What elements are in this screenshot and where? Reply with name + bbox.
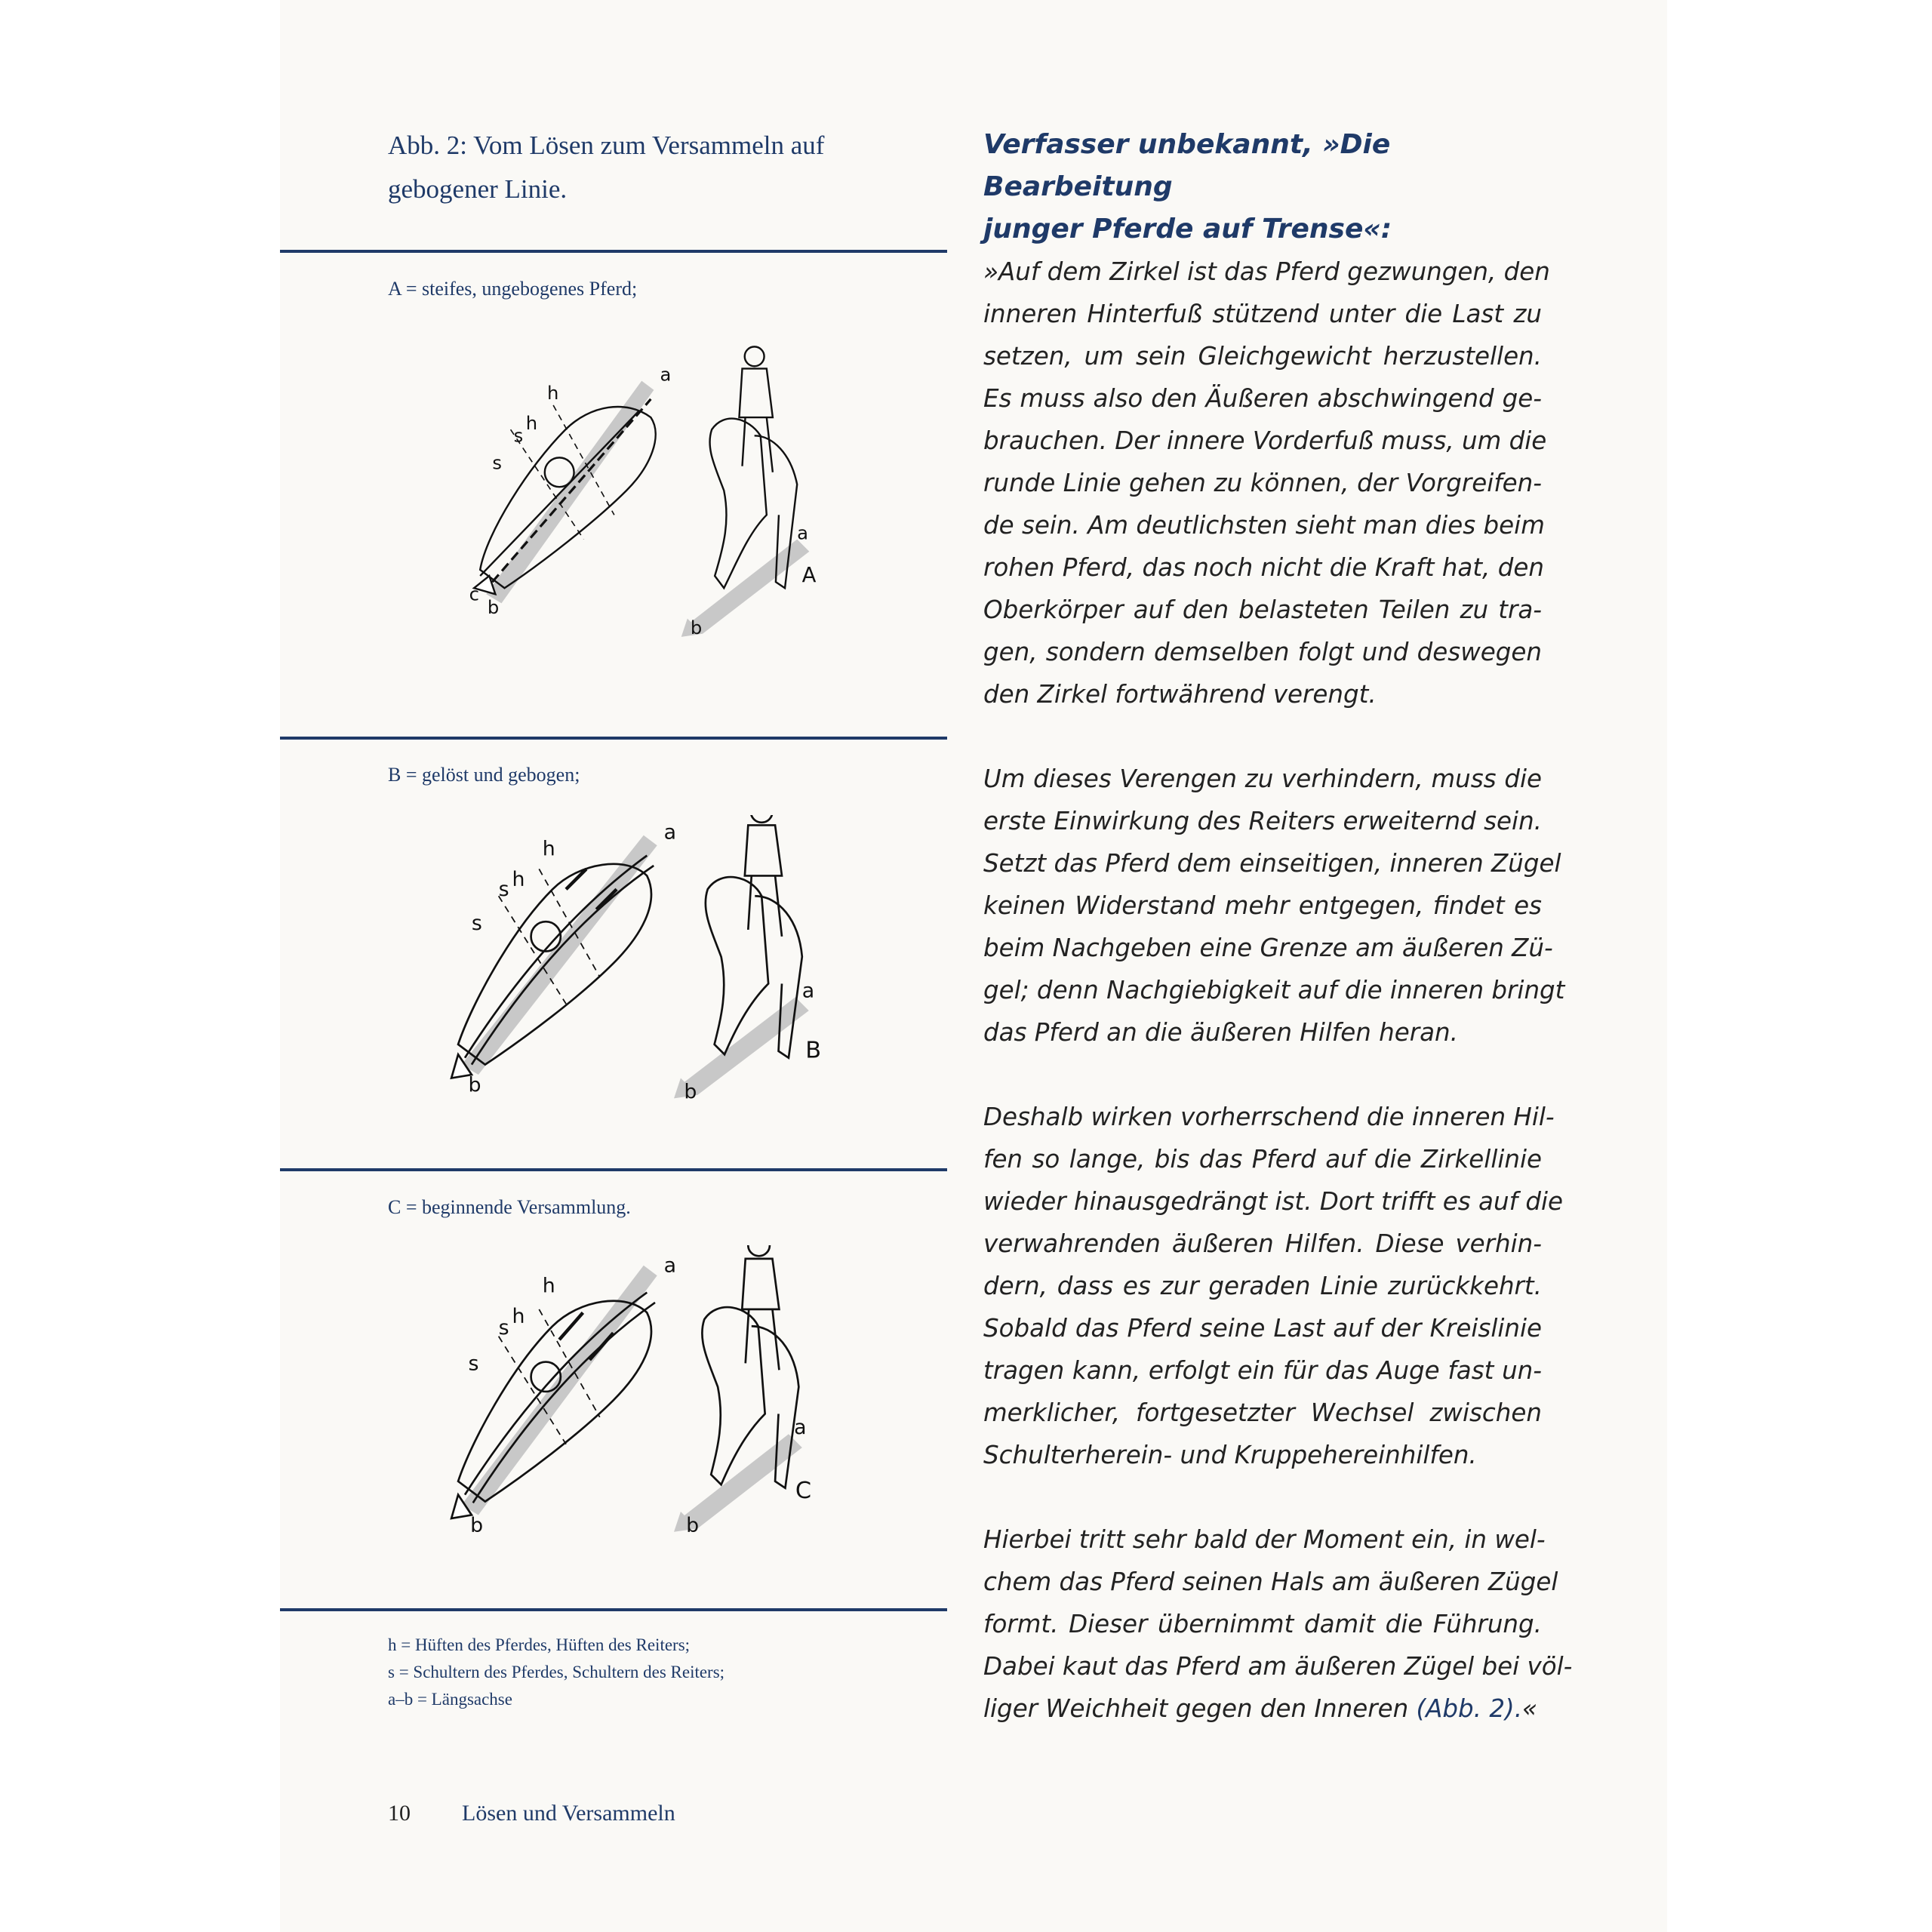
text-line: wieder hinausgedrängt ist. Dort trifft es auf die [983, 1187, 1564, 1216]
panel-letter: C [795, 1478, 812, 1505]
top-view-horse-diagram [469, 365, 672, 619]
label-c: c [469, 583, 479, 605]
text-line: verwahrenden äußeren Hilfen. Diese verhin- [983, 1229, 1542, 1258]
top-view-horse-diagram [451, 1254, 676, 1537]
label-b: b [470, 1513, 484, 1537]
rider-circle [545, 457, 574, 487]
text-line: de sein. Am deutlichsten sieht man dies beim [983, 511, 1545, 540]
rider-horse-drawing [674, 815, 821, 1103]
label-a: a [794, 1416, 807, 1440]
text-line: beim Nachgeben eine Grenze am äußeren Zü- [983, 934, 1553, 962]
rider-horse-drawing [681, 346, 817, 638]
panel-c-label: C = beginnende Versammlung. [388, 1196, 631, 1218]
panel-letter: A [801, 564, 817, 588]
label-a: a [797, 522, 809, 544]
text-line: Deshalb wirken vorherrschend die inneren Hil- [983, 1103, 1555, 1131]
legend-line: a–b = Längsachse [388, 1690, 512, 1709]
paragraph-2 [983, 758, 1565, 1054]
text-line: gen, sondern demselben folgt und deswegen [983, 638, 1542, 666]
text-line: inneren Hinterfuß stützend unter die Last zu [983, 300, 1542, 328]
paragraph-1 [983, 251, 1550, 715]
text-line: tragen kann, erfolgt ein für das Auge fast un- [983, 1356, 1542, 1385]
label-h: h [512, 1304, 525, 1328]
text-line: runde Linie gehen zu können, der Vorgreifen- [983, 469, 1542, 497]
label-h: h [512, 867, 525, 891]
label-h: h [542, 837, 555, 861]
text-line: erste Einwirkung des Reiters erweiternd sein. [983, 807, 1542, 835]
rider-legs [743, 417, 773, 472]
label-b: b [686, 1513, 700, 1537]
text-line: das Pferd an die äußeren Hilfen heran. [983, 1018, 1458, 1047]
article-column [983, 124, 1573, 1730]
panel-letter: B [805, 1037, 822, 1064]
divider-rule [280, 1608, 947, 1611]
horse-body-outline [702, 1307, 764, 1484]
label-a: a [663, 820, 677, 844]
label-h: h [547, 382, 559, 404]
text-fragment: liger Weichheit gegen den Inneren [983, 1694, 1417, 1723]
text-line: Schulterherein- und Kruppehereinhilfen. [983, 1441, 1477, 1469]
text-line: rohen Pferd, das noch nicht die Kraft hat, den [983, 553, 1544, 582]
rider-head [751, 815, 773, 823]
top-view-horse-diagram [451, 820, 676, 1097]
text-line: Dabei kaut das Pferd am äußeren Zügel bei völ- [983, 1652, 1573, 1681]
panel-c-illustration [325, 1245, 921, 1562]
label-b: b [690, 617, 703, 638]
legend-line: h = Hüften des Pferdes, Hüften des Reiters; [388, 1635, 691, 1654]
figure-reference-link[interactable]: (Abb. 2). [1416, 1694, 1523, 1723]
rider-torso [739, 368, 772, 417]
rider-torso [742, 1259, 779, 1309]
figure-legend [388, 1632, 724, 1713]
text-line: chem das Pferd seinen Hals am äußeren Zügel [983, 1567, 1558, 1596]
label-s: s [471, 911, 482, 935]
text-line: fen so lange, bis das Pferd auf die Zirkellinie [983, 1145, 1542, 1174]
text-line: keinen Widerstand mehr entgegen, findet es [983, 891, 1542, 920]
heading-line: junger Pferde auf Trense«: [983, 214, 1392, 245]
panel-a-label: A = steifes, ungebogenes Pferd; [388, 278, 638, 300]
label-s: s [498, 1315, 509, 1340]
text-line: »Auf dem Zirkel ist das Pferd gezwungen, den [983, 257, 1550, 286]
page-footer [388, 1801, 675, 1826]
text-line: Sobald das Pferd seine Last auf der Kreislinie [983, 1314, 1542, 1343]
text-line: Um dieses Verengen zu verhindern, muss die [983, 764, 1542, 793]
label-a: a [663, 1254, 677, 1278]
label-b: b [487, 597, 500, 619]
page-number: 10 [388, 1801, 411, 1826]
divider-rule [280, 250, 947, 253]
label-s: s [498, 878, 509, 902]
rider-head [745, 346, 764, 366]
text-line [983, 1687, 1542, 1730]
label-s: s [492, 452, 502, 474]
text-line: formt. Dieser übernimmt damit die Führung. [983, 1610, 1542, 1638]
text-line: den Zirkel fortwährend verengt. [983, 680, 1377, 709]
text-line: Setzt das Pferd dem einseitigen, inneren Zügel [983, 849, 1561, 878]
paragraph-3 [983, 1096, 1564, 1476]
book-page [280, 0, 1667, 1932]
text-line: setzen, um sein Gleichgewicht herzustellen. [983, 342, 1542, 371]
label-b: b [468, 1073, 481, 1097]
closing-quote: « [1522, 1694, 1538, 1723]
chapter-title: Lösen und Versammeln [462, 1801, 675, 1826]
paragraph-4 [983, 1518, 1573, 1730]
divider-rule [280, 737, 947, 740]
text-line: Hierbei tritt sehr bald der Moment ein, in wel- [983, 1525, 1546, 1554]
text-line: merklicher, fortgesetzter Wechsel zwischen [983, 1398, 1542, 1427]
text-line: Oberkörper auf den belasteten Teilen zu tra- [983, 595, 1542, 624]
divider-rule [280, 1168, 947, 1171]
figure-caption-line: gebogener Linie. [388, 174, 568, 204]
label-b: b [684, 1080, 697, 1104]
label-a: a [660, 364, 672, 386]
rider-head [748, 1245, 770, 1256]
panel-b-illustration [325, 815, 921, 1132]
legend-line: s = Schultern des Pferdes, Schultern des Reiters; [388, 1663, 725, 1681]
label-s: s [513, 425, 524, 447]
ground-arrow [688, 540, 810, 634]
figure-caption-line: Abb. 2: Vom Lösen zum Versammeln auf [388, 131, 825, 160]
panel-a-illustration [325, 332, 921, 649]
quote-source-heading [983, 124, 1542, 251]
panel-b-label: B = gelöst und gebogen; [388, 764, 580, 786]
figure-caption [388, 124, 871, 211]
label-a: a [801, 979, 815, 1003]
rider-torso [745, 825, 782, 875]
text-line: Es muss also den Äußeren abschwingend ge- [983, 384, 1542, 413]
text-line: brauchen. Der innere Vorderfuß muss, um die [983, 426, 1547, 455]
label-s: s [468, 1352, 479, 1376]
label-h: h [542, 1274, 555, 1298]
label-h: h [525, 413, 538, 435]
rider-horse-drawing [674, 1245, 811, 1537]
heading-line: Verfasser unbekannt, »Die Bearbeitung [983, 129, 1391, 202]
text-line: gel; denn Nachgiebigkeit auf die inneren bringt [983, 976, 1565, 1004]
horse-body-outline [710, 419, 767, 589]
rider-legs [746, 1309, 780, 1370]
text-line: dern, dass es zur geraden Linie zurückkehrt. [983, 1272, 1542, 1300]
